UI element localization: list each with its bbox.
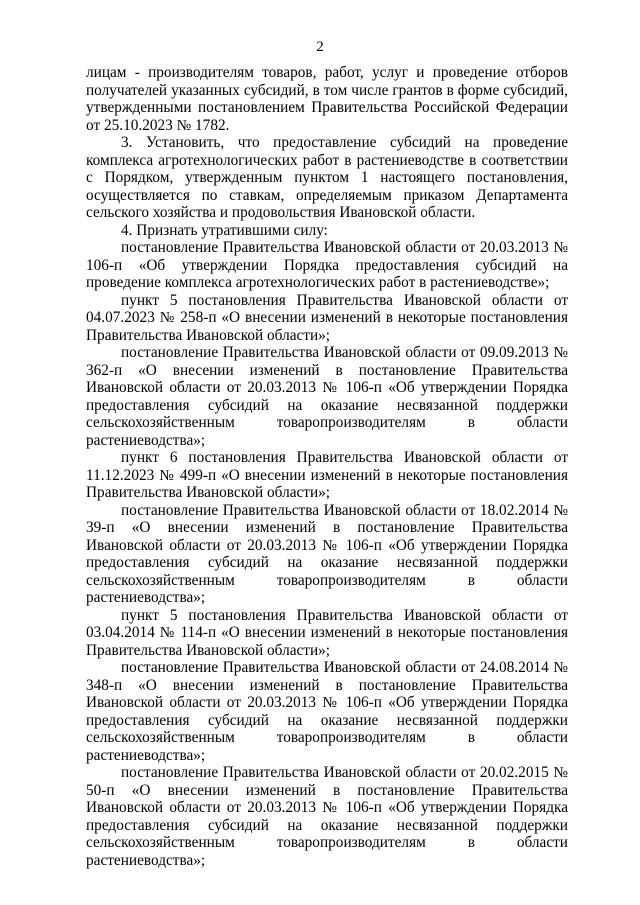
list-item: постановление Правительства Ивановской области от 24.08.2014 № 348-п «О внесении изменений в постановление Правительства Ивановской области от 20.03.2013 № 106-п «Об утверждении Порядка предоставления субсидий на оказание несвязанной поддержки сельскохозяйственным товаропроизводителям в области растениеводства»; — [86, 659, 568, 764]
paragraph-continuation: лицам - производителям товаров, работ, услуг и проведение отборов получателей указанных субсидий, в том числе грантов в форме субсидий, утвержденными постановлением Правительства Российской Федерации от 25.10.2023 № 1782. — [86, 64, 568, 134]
list-item: пункт 6 постановления Правительства Ивановской области от 11.12.2023 № 499-п «О внесении изменений в некоторые постановления Правительства Ивановской области»; — [86, 449, 568, 501]
list-item: постановление Правительства Ивановской области от 18.02.2014 № 39-п «О внесении изменений в постановление Правительства Ивановской области от 20.03.2013 № 106-п «Об утверждении Порядка предоставления субсидий на оказание несвязанной поддержки сельскохозяйственным товаропроизводителям в области растениеводства»; — [86, 501, 568, 606]
paragraph-item-3: 3. Установить, что предоставление субсидий на проведение комплекса агротехнологических работ в растениеводстве в соответствии с Порядком, утвержденным пунктом 1 настоящего постановления, осуществляется по ставкам, определяемым приказом Департамента сельского хозяйства и продовольствия Ивановской области. — [86, 134, 568, 221]
list-item: постановление Правительства Ивановской области от 09.09.2013 № 362-п «О внесении изменений в постановление Правительства Ивановской области от 20.03.2013 № 106-п «Об утверждении Порядка предоставления субсидий на оказание несвязанной поддержки сельскохозяйственным товаропроизводителям в области растениеводства»; — [86, 344, 568, 449]
page-number: 2 — [316, 39, 324, 55]
list-item: пункт 5 постановления Правительства Ивановской области от 03.04.2014 № 114-п «О внесении изменений в некоторые постановления Правительства Ивановской области»; — [86, 606, 568, 659]
list-item: пункт 5 постановления Правительства Ивановской области от 04.07.2023 № 258-п «О внесении изменений в некоторые постановления Правительства Ивановской области»; — [86, 291, 568, 344]
paragraph-item-4: 4. Признать утратившими силу: — [121, 221, 328, 239]
list-item: постановление Правительства Ивановской области от 20.02.2015 № 50-п «О внесении изменений в постановление Правительства Ивановской области от 20.03.2013 № 106-п «Об утверждении Порядка предоставления субсидий на оказание несвязанной поддержки сельскохозяйственным товаропроизводителям в области растениеводства»; — [86, 764, 568, 869]
document-body — [86, 64, 568, 869]
list-item: постановление Правительства Ивановской области от 20.03.2013 № 106-п «Об утверждении Порядка предоставления субсидий на проведение комплекса агротехнологических работ в растениеводстве»; — [86, 239, 568, 291]
